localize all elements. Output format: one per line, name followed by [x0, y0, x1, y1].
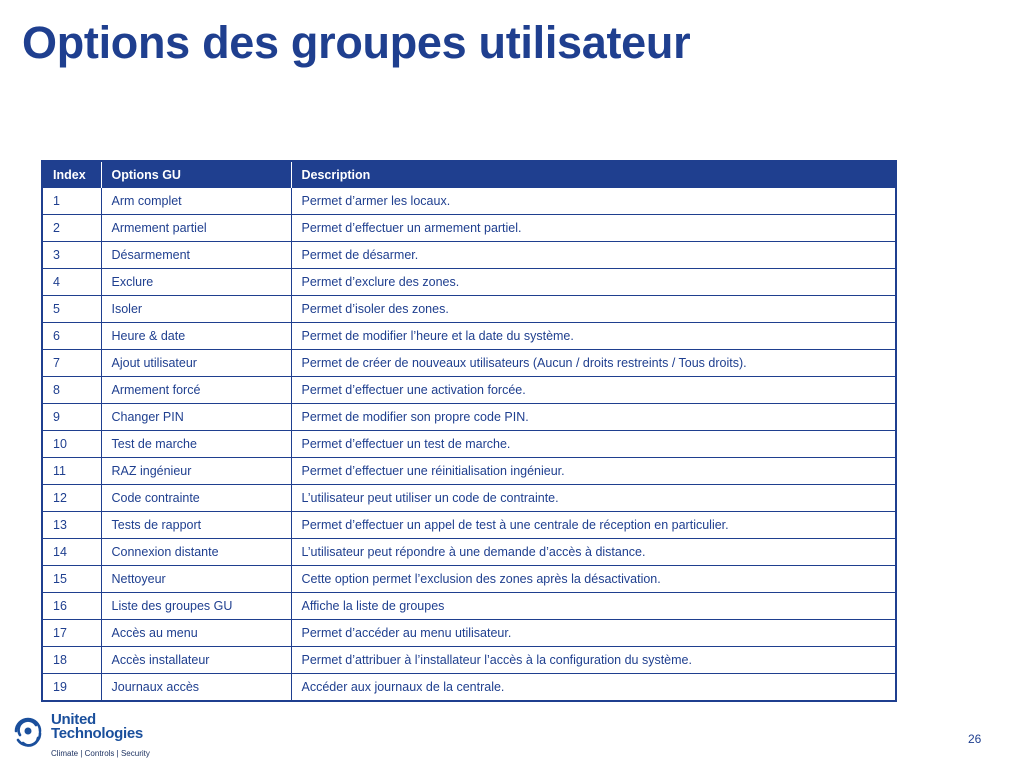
cell-description: Permet d’effectuer une activation forcée. [291, 377, 895, 404]
logo-line-2: Technologies [51, 725, 143, 742]
table-row [43, 539, 895, 566]
cell-index: 1 [43, 188, 101, 215]
cell-option: RAZ ingénieur [101, 458, 291, 485]
cell-index: 15 [43, 566, 101, 593]
table-row [43, 350, 895, 377]
logo-wordmark [51, 713, 143, 741]
cell-description: Permet de désarmer. [291, 242, 895, 269]
table-row [43, 674, 895, 701]
cell-index: 11 [43, 458, 101, 485]
logo-line-1: United [51, 711, 96, 728]
cell-option: Ajout utilisateur [101, 350, 291, 377]
cell-index: 8 [43, 377, 101, 404]
header-description: Description [291, 162, 895, 188]
cell-option: Connexion distante [101, 539, 291, 566]
table-row [43, 188, 895, 215]
cell-option: Armement partiel [101, 215, 291, 242]
cell-option: Accès installateur [101, 647, 291, 674]
table-row [43, 431, 895, 458]
company-logo [10, 713, 180, 763]
cell-description: L’utilisateur peut répondre à une demande d’accès à distance. [291, 539, 895, 566]
table-row [43, 377, 895, 404]
united-technologies-logo-icon [10, 713, 46, 749]
header-options: Options GU [101, 162, 291, 188]
cell-index: 6 [43, 323, 101, 350]
table-header [43, 162, 895, 188]
cell-description: Permet d’isoler des zones. [291, 296, 895, 323]
cell-description: Permet d’exclure des zones. [291, 269, 895, 296]
cell-description: Permet d’armer les locaux. [301, 194, 451, 208]
cell-index: 18 [43, 647, 101, 674]
table-body [43, 188, 895, 700]
cell-description: Permet d’effectuer un test de marche. [291, 431, 895, 458]
cell-description: Accéder aux journaux de la centrale. [291, 674, 895, 701]
cell-index: 5 [43, 296, 101, 323]
cell-option: Nettoyeur [101, 566, 291, 593]
table-header-row [43, 162, 895, 188]
table-row [43, 404, 895, 431]
cell-index: 13 [43, 512, 101, 539]
cell-index: 16 [43, 593, 101, 620]
cell-option: Test de marche [101, 431, 291, 458]
cell-option: Code contrainte [101, 485, 291, 512]
cell-index: 12 [43, 485, 101, 512]
options-table [43, 162, 895, 700]
cell-description: Permet d’accéder au menu utilisateur. [291, 620, 895, 647]
cell-option: Accès au menu [101, 620, 291, 647]
cell-description: Permet d’effectuer un armement partiel. [291, 215, 895, 242]
cell-option: Journaux accès [101, 674, 291, 701]
cell-description: Cette option permet l’exclusion des zones après la désactivation. [291, 566, 895, 593]
cell-option: Exclure [101, 269, 291, 296]
cell-index: 9 [43, 404, 101, 431]
cell-option: Désarmement [101, 242, 291, 269]
cell-description: Permet de créer de nouveaux utilisateurs (Aucun / droits restreints / Tous droits). [291, 350, 895, 377]
cell-index: 10 [43, 431, 101, 458]
table-row [43, 458, 895, 485]
cell-option: Isoler [101, 296, 291, 323]
cell-description: Permet d’attribuer à l’installateur l’accès à la configuration du système. [291, 647, 895, 674]
table-row [43, 593, 895, 620]
cell-description: Permet de modifier son propre code PIN. [291, 404, 895, 431]
cell-index: 19 [43, 674, 101, 701]
cell-option: Arm complet [101, 188, 291, 215]
table-row [43, 323, 895, 350]
cell-index: 17 [43, 620, 101, 647]
cell-option: Heure & date [101, 323, 291, 350]
slide-title: Options des groupes utilisateur [22, 17, 691, 68]
table-row [43, 296, 895, 323]
cell-index: 7 [43, 350, 101, 377]
table-row [43, 242, 895, 269]
cell-description: Permet d’effectuer une réinitialisation ingénieur. [291, 458, 895, 485]
table-row [43, 485, 895, 512]
cell-index: 14 [43, 539, 101, 566]
table-row [43, 566, 895, 593]
table-row [43, 269, 895, 296]
table-row [43, 647, 895, 674]
cell-index: 2 [43, 215, 101, 242]
cell-index: 3 [43, 242, 101, 269]
logo-tagline: Climate | Controls | Security [51, 749, 150, 758]
header-index: Index [43, 162, 101, 188]
cell-option: Armement forcé [101, 377, 291, 404]
cell-index: 4 [43, 269, 101, 296]
cell-description: L’utilisateur peut utiliser un code de contrainte. [291, 485, 895, 512]
page-number: 26 [968, 732, 982, 746]
cell-description: Permet d’effectuer un appel de test à une centrale de réception en particulier. [291, 512, 895, 539]
cell-description: Permet de modifier l’heure et la date du système. [291, 323, 895, 350]
options-table-container [41, 160, 897, 702]
cell-option: Changer PIN [101, 404, 291, 431]
cell-option: Liste des groupes GU [101, 593, 291, 620]
table-row [43, 512, 895, 539]
table-row [43, 620, 895, 647]
cell-description: Affiche la liste de groupes [291, 593, 895, 620]
table-row [43, 215, 895, 242]
cell-option: Tests de rapport [101, 512, 291, 539]
